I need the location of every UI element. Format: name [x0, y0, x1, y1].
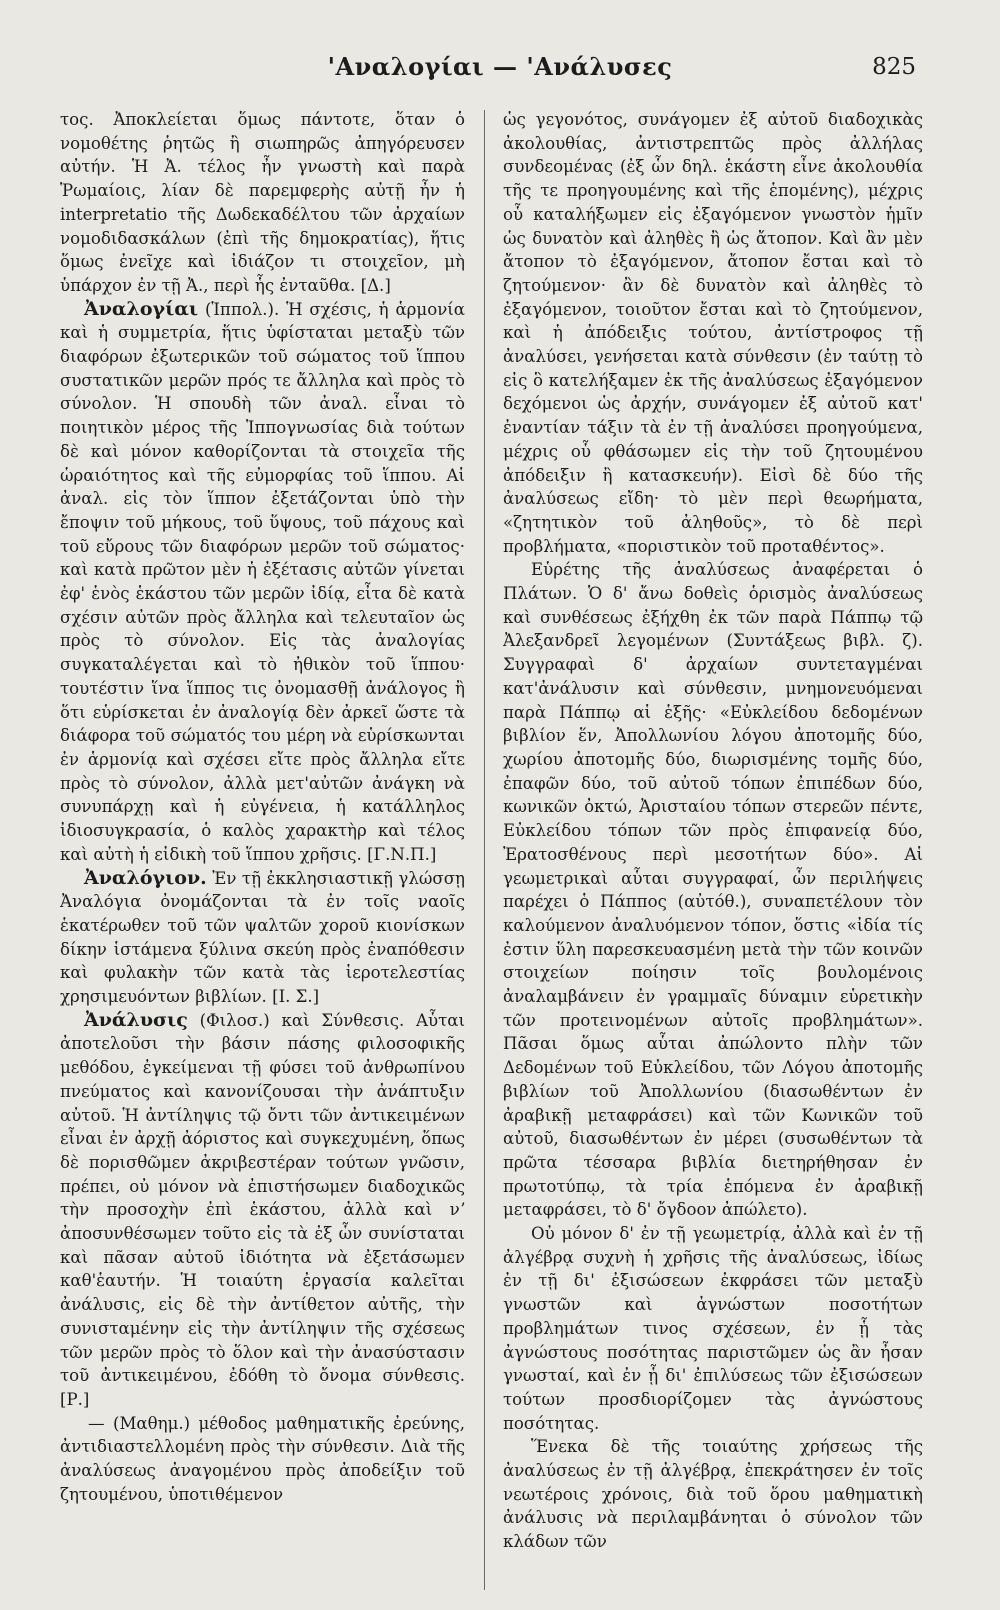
right-column: [503, 108, 923, 1598]
entry-analogion: [60, 867, 465, 1009]
running-title: 'Αναλογίαι — 'Ανάλυσες: [327, 52, 673, 81]
page-number: 825: [872, 54, 916, 80]
entry-analogiai: [60, 298, 465, 867]
headword: Ἀναλόγιον.: [84, 866, 207, 889]
entry-analysis: [60, 1009, 465, 1412]
paragraph: Οὐ μόνον δ' ἐν τῇ γεωμετρίᾳ, ἀλλὰ καὶ ἐν τῇ ἀλγέβρᾳ συχνὴ ἡ χρῆσις τῆς ἀναλύσεως, ἰδίως ἐν τῇ δι' ἐξισώσεων ἐκφράσει τῶν μεταξὺ γνωστῶν καὶ ἀγνώστων ποσοτήτων προβλημάτων τινος σχέσεων, ἐν ᾗ τὰς ἀγνώστους ποσότητας παριστῶμεν ὡς ἂν ἦσαν γνωσταί, καὶ ἐν ᾗ δι' ἐπιλύσεως τῶν ἐξισώσεων τούτων προσδιορίζομεν τὰς ἀγνώστους ποσότητας.: [503, 1224, 923, 1433]
headword: Ἀνάλυσις: [84, 1008, 188, 1031]
headword: Ἀναλογίαι: [84, 297, 199, 320]
paragraph: Ἕνεκα δὲ τῆς τοιαύτης χρήσεως τῆς ἀναλύσεως ἐν τῇ ἀλγέβρᾳ, ἐπεκράτησεν ἐν τοῖς νεωτέροις χρόνοις, διὰ τοῦ ὅρου μαθηματικὴ ἀνάλυσις νὰ περιλαμβάνηται ὁ σύνολον τῶν κλάδων τῶν: [503, 1437, 923, 1552]
entry-text: (Ἱππολ.). Ἡ σχέσις, ἡ ἁρμονία καὶ ἡ συμμετρία, ἥτις ὑφίσταται μεταξὺ τῶν διαφόρων ἐξωτερικῶν τοῦ σώματος τοῦ ἵππου συστατικῶν μερῶν πρός τε ἄλληλα καὶ πρὸς τὸ σύνολον. Ἡ σπουδὴ τῶν ἀναλ. εἶναι τὸ ποιητικὸν μέρος τῆς Ἱππογνωσίας διὰ τούτων δὲ καὶ μόνον καθορίζονται τὰ στοιχεῖα τῆς ὡραιότητος καὶ τῆς εὐμορφίας τοῦ ἵππου. Αἱ ἀναλ. εἰς τὸν ἵππον ἐξετάζονται ὑπὸ τὴν ἔποψιν τοῦ μήκους, τοῦ ὕψους, τοῦ πάχους καὶ τοῦ εὔρους τῶν διαφόρων μερῶν τοῦ σώματος· καὶ κατὰ πρῶτον μὲν ἡ ἐξέτασις αὐτῶν γίνεται ἐφ' ἑνὸς ἑκάστου τῶν μερῶν ἰδίᾳ, εἶτα δὲ κατὰ σχέσιν αὐτῶν πρὸς ἄλληλα καὶ τελευταῖον ὡς πρὸς τὸ σύνολον. Εἰς τὰς ἀναλογίας συγκαταλέγεται καὶ τὸ ἠθικὸν τοῦ ἵππου· τουτέστιν ἵνα ἵππος τις ὀνομασθῇ ἀνάλογος ἢ ὅτι εὑρίσκεται ἐν ἀναλογίᾳ δὲν ἀρκεῖ ὥστε τὰ διάφορα τοῦ σώματός του μέρη νὰ εὑρίσκωνται ἐν ἁρμονίᾳ καὶ σχέσει εἴτε πρὸς ἄλληλα εἴτε πρὸς τὸ σύνολον, ἀλλὰ μετ'αὐτῶν ἀνάγκη νὰ συνυπάρχῃ καὶ ἡ εὐγένεια, ἡ κατάλληλος ἰδιοσυγκρασία, ὁ καλὸς χαρακτὴρ καὶ τέλος καὶ αὐτὴ ἡ εἰδικὴ τοῦ ἵππου χρῆσις. [Γ.Ν.Π.]: [60, 299, 465, 864]
paragraph: τος. Ἀποκλείεται ὅμως πάντοτε, ὅταν ὁ νομοθέτης ῥητῶς ἢ σιωπηρῶς ἀπηγόρευσεν αὐτήν. Ἡ Ἀ. τέλος ἦν γνωστὴ καὶ παρὰ Ῥωμαίοις, λίαν δὲ παρεμφερὴς αὐτῇ ἦν ἡ interpretatio τῆς Δωδεκαδέλτου τῶν ἀρχαίων νομοδιδασκάλων (ἐπὶ τῆς δημοκρατίας), ἥτις ὅμως ἐνεῖχε καὶ ἰδιάζον τι στοιχεῖον, μὴ ὑπάρχον ἐν τῇ Ἀ., περὶ ἧς ἐνταῦθα. [Δ.]: [60, 110, 465, 295]
left-column: [60, 108, 465, 1598]
running-header: [0, 52, 1000, 92]
paragraph: Εὑρέτης τῆς ἀναλύσεως ἀναφέρεται ὁ Πλάτων. Ὁ δ' ἄνω δοθεὶς ὁρισμὸς ἀναλύσεως καὶ συνθέσεως ἐξήχθη ἐκ τῶν παρὰ Πάππῳ τῷ Ἀλεξανδρεῖ λεγομένων (Συντάξεως βιβλ. ζ). Συγγραφαὶ δ' ἀρχαίων συντεταγμέναι κατ'ἀνάλυσιν καὶ σύνθεσιν, μνημονευόμεναι παρὰ Πάππῳ αἱ ἑξῆς· «Εὐκλείδου δεδομένων βιβλίον ἕν, Ἀπολλωνίου λόγου ἀποτομῆς δύο, χωρίου ἀποτομῆς δύο, διωρισμένης τομῆς δύο, ἐπαφῶν δύο, τοῦ αὐτοῦ τόπων ἐπιπέδων δύο, κωνικῶν ὀκτώ, Ἀρισταίου τόπων στερεῶν πέντε, Εὐκλείδου τόπων τῶν πρὸς ἐπιφανείᾳ δύο, Ἐρατοσθένους περὶ μεσοτήτων δύο». Αἱ γεωμετρικαὶ αὗται συγγραφαί, ὧν περιλήψεις παρέχει ὁ Πάππος (αὐτόθ.), συναπετέλουν τὸν καλούμενον ἀναλυόμενον τόπον, ὅστις «ἰδία τίς ἐστιν ὕλη παρεσκευασμένη μετὰ τὴν τῶν κοινῶν στοιχείων ποίησιν τοῖς βουλομένοις ἀναλαμβάνειν ἐν γραμμαῖς δύναμιν εὑρετικὴν τῶν προτεινομένων αὐτοῖς προβλημάτων». Πᾶσαι ὅμως αὗται ἀπώλοντο πλὴν τῶν Δεδομένων τοῦ Εὐκλείδου, τῶν Λόγου ἀποτομῆς βιβλίων τοῦ Ἀπολλωνίου (διασωθέντων ἐν ἀραβικῇ μεταφράσει) καὶ τῶν Κωνικῶν τοῦ αὐτοῦ, διασωθέντων ἐν μέρει (συσωθέντων τὰ πρῶτα τέσσαρα βιβλία διετηρήθησαν ἐν πρωτοτύπῳ, τὰ τρία ἑπόμενα ἐν ἀραβικῇ μεταφράσει, τὸ δ' ὄγδοον ἀπώλετο).: [503, 560, 923, 1220]
paragraph: ὡς γεγονότος, συνάγομεν ἐξ αὐτοῦ διαδοχικὰς ἀκολουθίας, ἀντιστρεπτῶς πρὸς ἀλλήλας συνδεομένας (ἐξ ὧν δηλ. ἑκάστη εἶνε ἀκολουθία τῆς τε προηγουμένης καὶ τῆς ἑπομένης), μέχρις οὗ καταλήξωμεν εἰς ἐξαγόμενον γνωστὸν ἡμῖν ὡς δυνατὸν καὶ ἀληθὲς ἢ ὡς ἄτοπον. Καὶ ἂν μὲν ἄτοπον τὸ ἐξαγόμενον, ἄτοπον ἔσται καὶ τὸ ζητούμενον· ἂν δὲ δυνατὸν καὶ ἀληθὲς τὸ ἐξαγόμενον, τοιοῦτον ἔσται καὶ τὸ ζητούμενον, καὶ ἡ ἀπόδειξις τούτου, ἀντίστροφος τῇ ἀναλύσει, γενήσεται κατὰ σύνθεσιν (ἐν ταύτῃ τὸ εἰς ὃ κατελήξαμεν ἐκ τῆς ἀναλύσεως ἐξαγόμενον δεχόμενοι ὡς ἀρχήν, συνάγομεν ἐξ αὐτοῦ κατ' ἐναντίαν τάξιν τὰ ἐν τῇ ἀναλύσει προηγούμενα, μέχρις οὗ φθάσωμεν εἰς τὴν τοῦ ζητουμένου ἀπόδειξιν ἢ κατασκευήν). Εἰσὶ δὲ δύο τῆς ἀναλύσεως εἴδη· τὸ μὲν περὶ θεωρήματα, «ζητητικὸν τοῦ ἀληθοῦς», τὸ δὲ περὶ προβλήματα, «ποριστικὸν τοῦ προταθέντος».: [503, 110, 923, 556]
column-divider: [484, 110, 485, 1590]
paragraph: — (Μαθημ.) μέθοδος μαθηματικῆς ἐρεύνης, ἀντιδιαστελλομένη πρὸς τὴν σύνθεσιν. Διὰ τῆς ἀναλύσεως ἀναγομένου πρὸς ἀποδείξιν τοῦ ζητουμένου, ὑποτιθέμενον: [60, 1413, 465, 1504]
entry-text: (Φιλοσ.) καὶ Σύνθεσις. Αὗται ἀποτελοῦσι τὴν βάσιν πάσης φιλοσοφικῆς μεθόδου, ἐγκείμεναι τῇ φύσει τοῦ ἀνθρωπίνου πνεύματος καὶ κανονίζουσαι τὴν ἀνάπτυξιν αὐτοῦ. Ἡ ἀντίληψις τῷ ὄντι τῶν ἀντικειμένων εἶναι ἐν ἀρχῇ ἀόριστος καὶ συγκεχυμένη, ὅπως δὲ πορισθῶμεν ἀκριβεστέραν τούτων γνῶσιν, πρέπει, οὐ μόνον νὰ ἐπιστήσωμεν διαδοχικῶς τὴν προσοχὴν ἐπὶ ἑκάστου, ἀλλὰ καὶ νʼ ἀποσυνθέσωμεν τοῦτο εἰς τὰ ἐξ ὧν συνίσταται καὶ πᾶσαν αὐτοῦ ἰδιότητα νὰ ἐξετάσωμεν καθ'ἑαυτήν. Ἡ τοιαύτη ἐργασία καλεῖται ἀνάλυσις, εἰς δὲ τὴν ἀντίθετον αὐτῆς, τὴν συνισταμένην εἰς τὴν ἀντίληψιν τῆς σχέσεως τῶν μερῶν πρὸς τὸ ὅλον καὶ τὴν ἀνασύστασιν τοῦ ἀντικειμένου, ἐδόθη τὸ ὄνομα σύνθεσις. [Ρ.]: [60, 1010, 465, 1409]
entry-text: Ἐν τῇ ἐκκλησιαστικῇ γλώσσῃ Ἀναλόγια ὀνομάζονται τὰ ἐν τοῖς ναοῖς ἑκατέρωθεν τοῦ τῶν ψαλτῶν χοροῦ κιονίσκων δίκην ἱστάμενα ξύλινα σκεύη πρὸς ἐναπόθεσιν καὶ φυλακὴν τῶν κατὰ τὰς ἱεροτελεστίας χρησιμευόντων βιβλίων. [Ι. Σ.]: [60, 868, 465, 1007]
